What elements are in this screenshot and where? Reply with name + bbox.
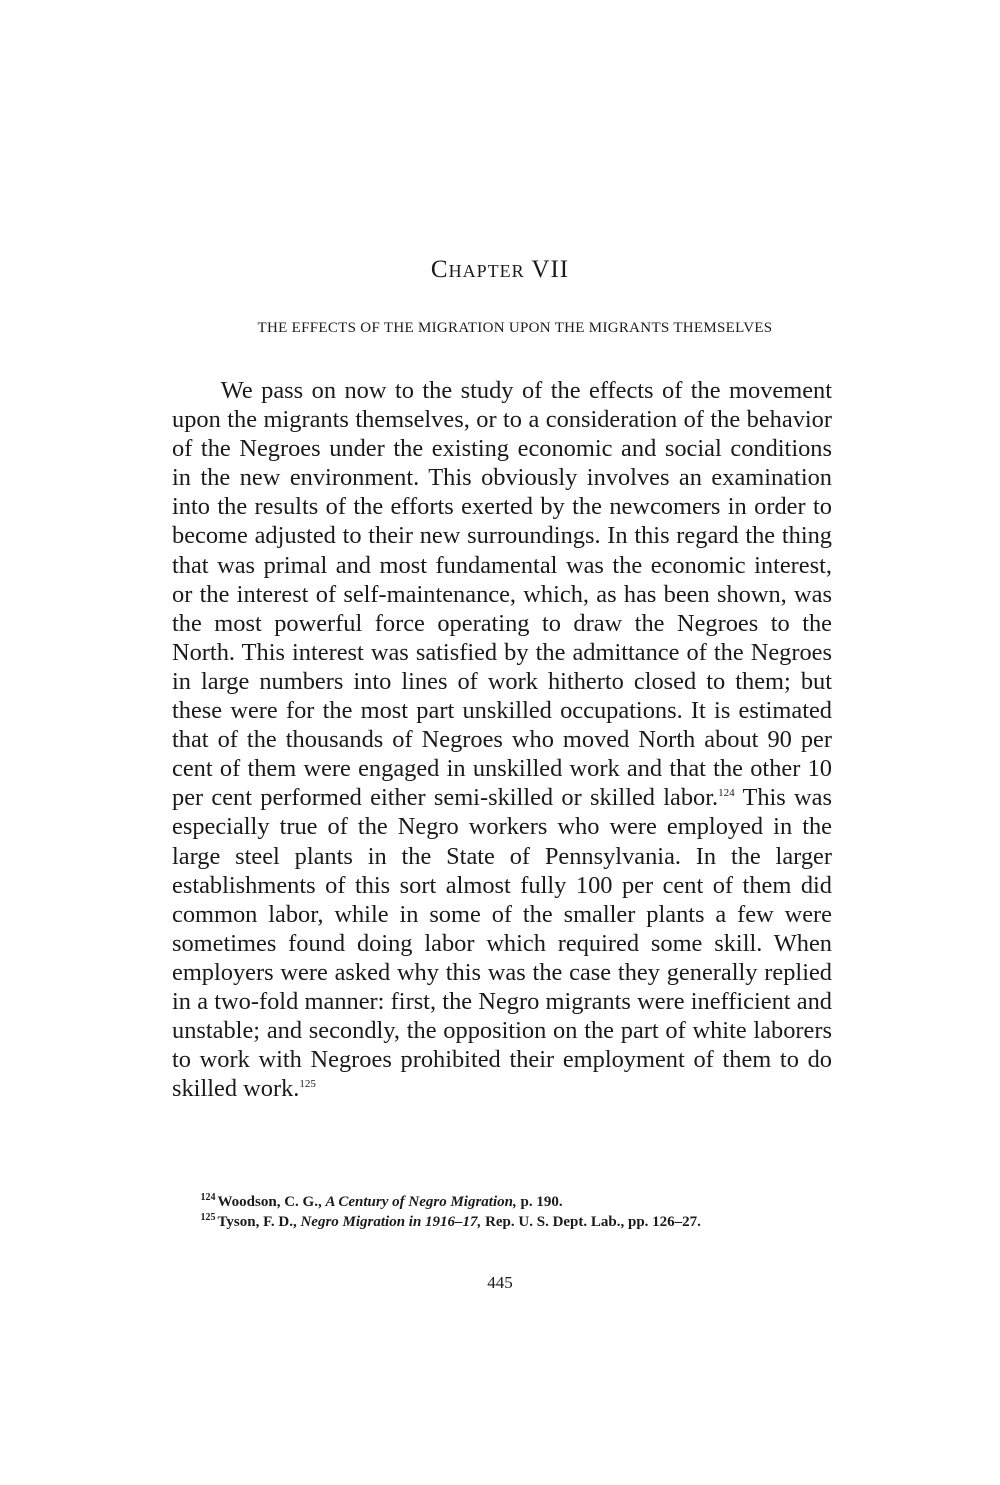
chapter-heading: Chapter VII [430,256,570,283]
footnote-124 [172,1192,832,1212]
footnote-work-title: A Century of Negro Migration, [325,1194,517,1210]
footnote-citation: Rep. U. S. Dept. Lab., pp. 126–27. [481,1214,701,1230]
footnote-work-title: Negro Migration in 1916–17, [300,1214,482,1230]
footnote-citation: p. 190. [516,1194,563,1210]
footnote-author: Woodson, C. G., [217,1194,326,1210]
body-paragraph [172,376,832,1103]
paragraph-text-part-2: This was especially true of the Negro workers who were employed in the large steel plants in the State of Pennsylvania. In the larger establishments of this sort almost fully 100 per cent of them did common labor, while in some of the smaller plants a few were sometimes found doing labor which required some skill. When employers were asked why this was the case they generally replied in a two-fold manner: first, the Negro migrants were inefficient and unstable; and secondly, the opposition on the part of white laborers to work with Negroes prohibited their employment of them to do skilled work. [172,784,832,1103]
footnote-125 [172,1212,832,1232]
paragraph-text-part-1: We pass on now to the study of the effects of the movement upon the migrants themselves, or to a consideration of the behavior of the Negroes under the existing economic and social conditions in the new environment. This obviously involves an examination into the results of the efforts exerted by the newcomers in order to become adjusted to their new surroundings. In this regard the thing that was primal and most fundamental was the economic interest, or the interest of self-maintenance, which, as has been shown, was the most powerful force operating to draw the Negroes to the North. This interest was satisfied by the admittance of the Negroes in large numbers into lines of work hitherto closed to them; but these were for the most part unskilled occupations. It is estimated that of the thousands of Negroes who moved North about 90 per cent of them were engaged in unskilled work and that the other 10 per cent performed either semi-skilled or skilled labor. [172,377,832,812]
footnote-author: Tyson, F. D., [217,1214,301,1230]
body-text [172,376,832,1103]
page-number: 445 [487,1273,513,1292]
chapter-title: THE EFFECTS OF THE MIGRATION UPON THE MIGRANTS THEMSELVES [257,320,773,336]
footnote-number: 124 [200,1192,216,1203]
footnote-reference-124[interactable]: 124 [718,787,735,800]
footnote-reference-125[interactable]: 125 [299,1078,316,1091]
footnote-number: 125 [200,1212,216,1223]
footnotes [172,1192,832,1232]
